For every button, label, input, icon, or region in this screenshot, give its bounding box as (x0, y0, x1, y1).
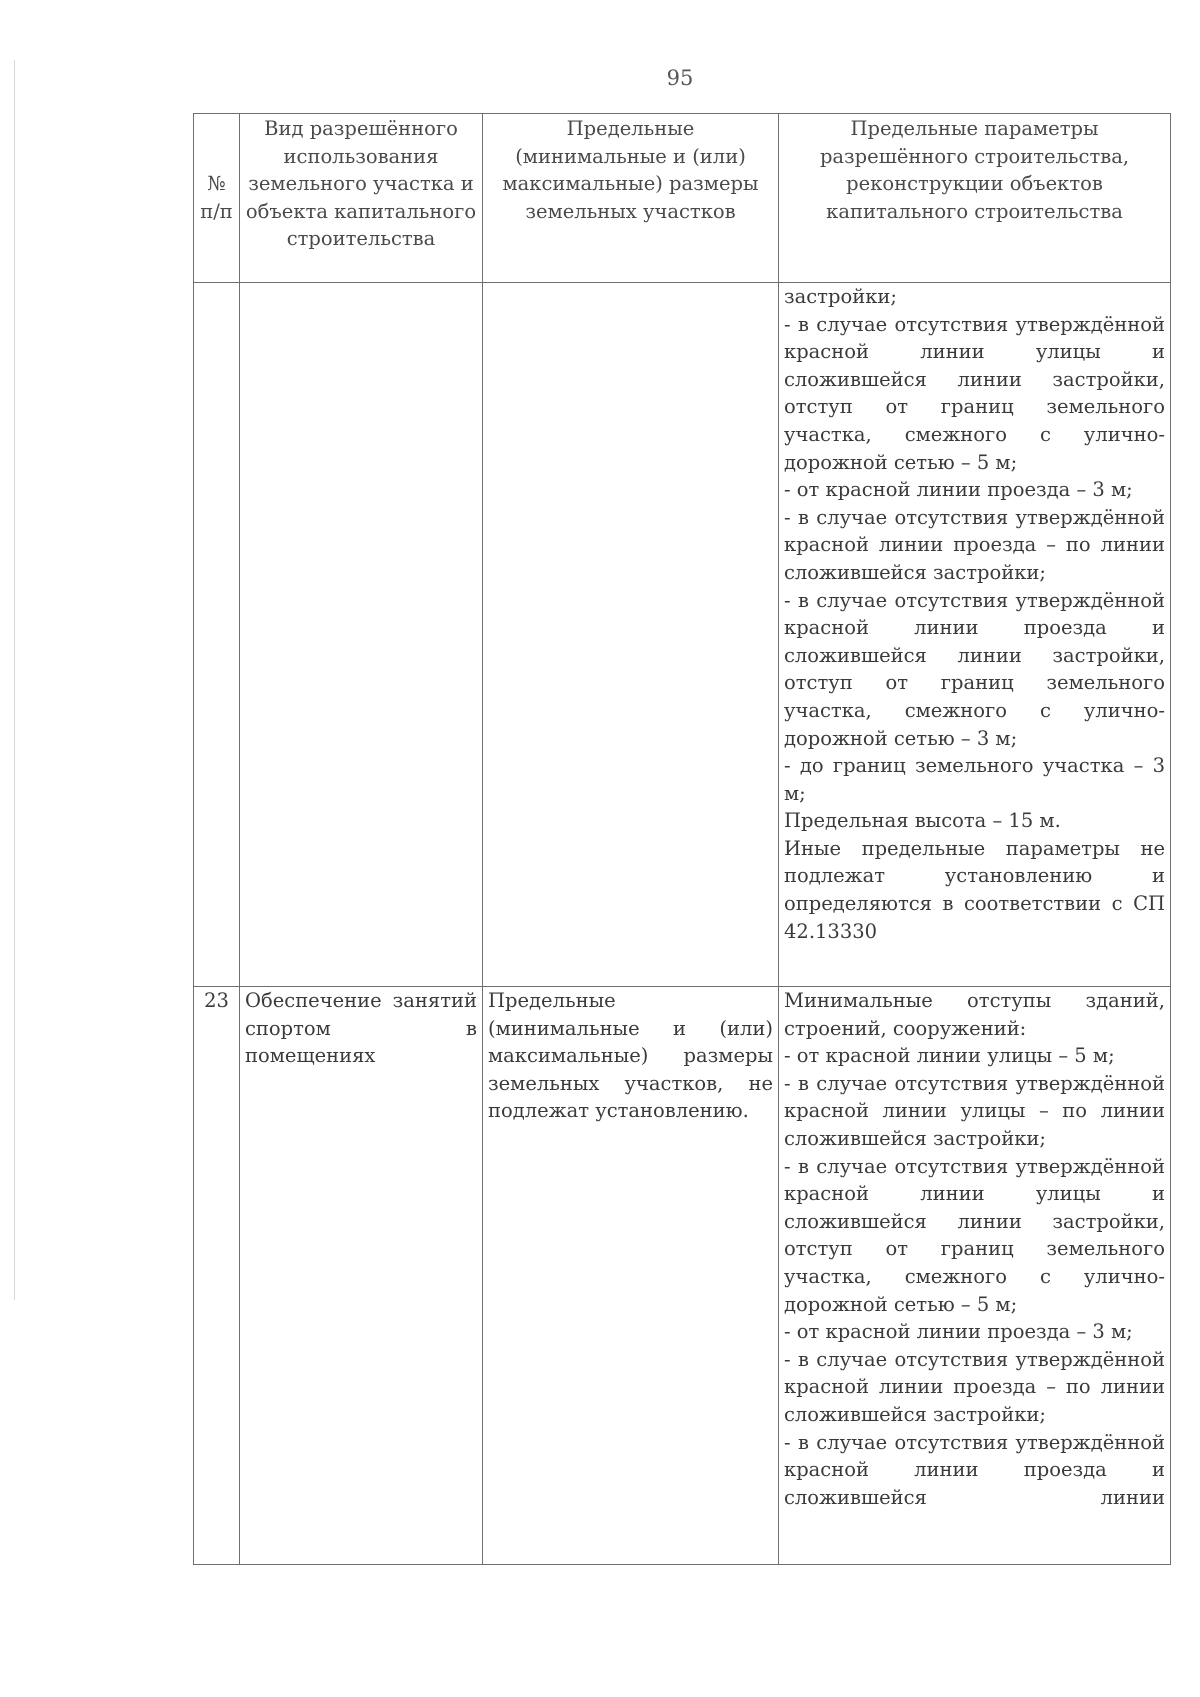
param-line: - в случае отсутствия утверждённой красной линии проезда и сложившейся линии (784, 1430, 1165, 1509)
param-line: - в случае отсутствия утверждённой красной линии проезда и сложившейся линии застройки, отступ от границ земельного участка, смежного с улично-дорожной сетью – 3 м; (784, 588, 1165, 750)
param-line: застройки; (784, 285, 897, 308)
header-use-type: Вид разрешённого использования земельного участка и объекта капитального строительства (240, 114, 483, 283)
table-header-row (194, 114, 1171, 283)
param-line: Иные предельные параметры не подлежат установлению и определяются в соответствии с СП 42.13330 (784, 836, 1165, 943)
row-use-type (240, 283, 483, 987)
param-line: - до границ земельного участка – 3 м; (784, 754, 1165, 805)
table-row (194, 987, 1171, 1565)
use-type-text: Обеспечение занятий спортом в помещениях (245, 989, 477, 1068)
param-line: Минимальные отступы зданий, строений, сооружений: (784, 989, 1165, 1040)
row-plot-sizes (483, 283, 779, 987)
scan-edge-line (14, 60, 15, 1300)
row-use-type (240, 987, 483, 1565)
param-line: - от красной линии проезда – 3 м; (784, 1320, 1133, 1344)
header-number: № п/п (194, 114, 240, 283)
param-line: - в случае отсутствия утверждённой красной линии проезда – по линии сложившейся застройки; (784, 1347, 1165, 1426)
param-line: - от красной линии проезда – 3 м; (784, 478, 1133, 502)
row-number: 23 (194, 987, 240, 1565)
param-line: Предельная высота – 15 м. (784, 809, 1061, 833)
param-line: - в случае отсутствия утверждённой красной линии улицы и сложившейся линии застройки, отступ от границ земельного участка, смежного с улично-дорожной сетью – 5 м; (784, 312, 1165, 474)
header-plot-sizes: Предельные (минимальные и (или) максимальные) размеры земельных участков (483, 114, 779, 283)
row-plot-sizes (483, 987, 779, 1565)
row-construction-params (779, 987, 1171, 1565)
table-row (194, 283, 1171, 987)
header-construction-params: Предельные параметры разрешённого строительства, реконструкции объектов капитального строительства (779, 114, 1171, 283)
param-line: - в случае отсутствия утверждённой красной линии улицы – по линии сложившейся застройки; (784, 1071, 1165, 1150)
row-number (194, 283, 240, 987)
page-number: 95 (666, 66, 694, 90)
plot-sizes-text: Предельные (минимальные и (или) максимальные) размеры земельных участков, не подлежат установлению. (488, 989, 773, 1123)
param-line: - в случае отсутствия утверждённой красной линии проезда – по линии сложившейся застройки; (784, 505, 1165, 584)
param-line: - от красной линии улицы – 5 м; (784, 1044, 1115, 1068)
regulations-table (193, 113, 1171, 1565)
param-line: - в случае отсутствия утверждённой красной линии улицы и сложившейся линии застройки, отступ от границ земельного участка, смежного с улично-дорожной сетью – 5 м; (784, 1154, 1165, 1316)
row-construction-params (779, 283, 1171, 987)
